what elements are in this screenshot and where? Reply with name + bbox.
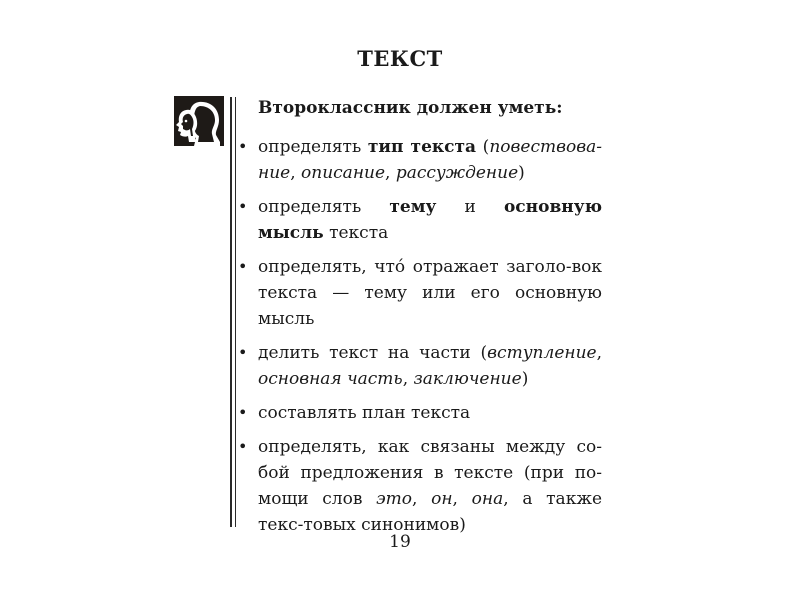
page-number: 19: [389, 532, 411, 552]
bold-term: тему: [389, 197, 437, 217]
list-item: [238, 194, 602, 246]
list-text: ,: [290, 163, 302, 183]
list-text: ,: [402, 369, 414, 389]
bold-term: основную мысль: [258, 197, 603, 243]
bullet-icon: •: [238, 257, 248, 276]
list-text: текста: [323, 223, 389, 243]
list-text: ,: [452, 489, 472, 509]
list-item: [238, 434, 602, 538]
italic-term: основная часть: [258, 369, 403, 389]
left-border-thick: [230, 97, 232, 527]
student-head-icon: [174, 96, 224, 146]
intro-heading: Второклассник должен уметь:: [258, 98, 563, 118]
bullet-icon: •: [238, 437, 248, 456]
list-text: определять, как связаны между со-бой предложения в тексте (при по-мощи слов: [258, 437, 602, 509]
list-text: ): [518, 163, 525, 183]
list-item: [238, 340, 602, 392]
left-border-thin: [235, 97, 236, 527]
list-text: ,: [385, 163, 396, 183]
italic-term: рассуждение: [395, 163, 519, 183]
list-item: [238, 134, 602, 186]
list-text: , а также текс-товых синонимов): [258, 489, 603, 535]
italic-term: он: [431, 489, 453, 509]
italic-term: это: [376, 489, 412, 509]
list-text: определять, что́ отражает заголо-вок текста — тему или его основную мысль: [258, 257, 602, 329]
list-text: определять: [258, 197, 390, 217]
bullet-icon: •: [238, 403, 248, 422]
list-text: составлять план текста: [258, 403, 471, 423]
bullet-icon: •: [238, 343, 248, 362]
italic-term: заключение: [413, 369, 522, 389]
italic-term: описание: [301, 163, 386, 183]
bullet-icon: •: [238, 137, 248, 156]
bullet-icon: •: [238, 197, 248, 216]
list-text: делить текст на части (: [258, 343, 488, 363]
list-item: [238, 254, 602, 332]
page-title: ТЕКСТ: [357, 46, 443, 71]
skills-list: [238, 134, 602, 546]
list-text: ,: [596, 343, 602, 363]
list-text: (: [476, 137, 490, 157]
list-text: ,: [412, 489, 432, 509]
italic-term: повествова-ние: [258, 137, 602, 183]
list-text: ): [521, 369, 529, 389]
bold-term: тип текста: [367, 137, 477, 157]
italic-term: вступление: [487, 343, 597, 363]
list-text: определять: [258, 137, 368, 157]
italic-term: она: [471, 489, 504, 509]
list-text: и: [436, 197, 504, 217]
list-item: [238, 400, 602, 426]
